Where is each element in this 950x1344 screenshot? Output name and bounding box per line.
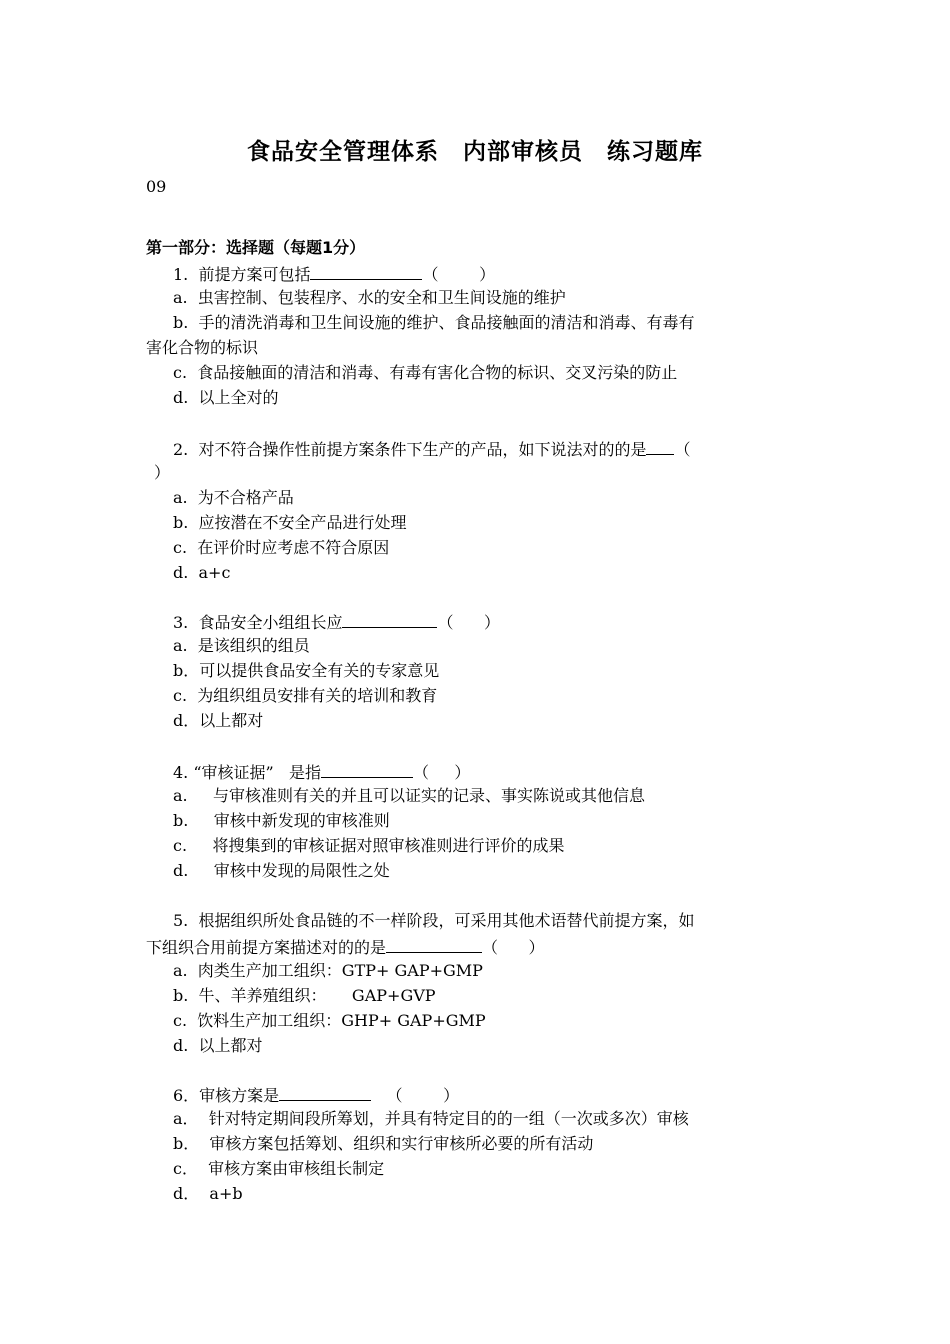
question-stem-text: 2. 对不符合操作性前提方案条件下生产的产品，如下说法对的的是 (173, 440, 647, 459)
question-3-option-d: d．以上都对 (173, 711, 264, 730)
question-4-stem (146, 759, 838, 785)
question-3-option-b: b．可以提供食品安全有关的专家意见 (173, 661, 440, 680)
document-subtitle: 09 (146, 177, 167, 196)
answer-paren: （ ） (482, 938, 545, 957)
question-6-option-b: b． 审核方案包括筹划、组织和实行审核所必要的所有活动 (173, 1134, 594, 1153)
question-stem-text: 3. 食品安全小组组长应 (173, 613, 343, 632)
question-2-option-d: d. a+c (173, 563, 231, 582)
question-4-option-b: b. 审核中新发现的审核准则 (173, 811, 390, 830)
question-5-stem-cont (146, 934, 811, 960)
answer-blank (646, 436, 674, 455)
answer-paren: （ ） (412, 763, 471, 782)
question-2-option-a: a. 为不合格产品 (173, 488, 294, 507)
question-3-stem (146, 609, 838, 635)
question-5-option-d: d. 以上都对 (173, 1036, 263, 1055)
answer-paren: （ ） (371, 1086, 460, 1105)
question-1-option-b: b. 手的清洗消毒和卫生间设施的维护、食品接触面的清洁和消毒、有毒有 (173, 313, 695, 332)
question-1-stem (146, 261, 838, 287)
question-stem-text: 1. 前提方案可包括 (173, 265, 311, 284)
question-6-stem (146, 1082, 838, 1108)
answer-blank (279, 1082, 371, 1101)
question-2-option-b: b. 应按潜在不安全产品进行处理 (173, 513, 407, 532)
question-1-option-d: d. 以上全对的 (173, 388, 279, 407)
question-6-option-a: a． 针对特定期间段所筹划，并具有特定目的的一组（一次或多次）审核 (173, 1109, 689, 1128)
question-2-option-c: c. 在评价时应考虑不符合原因 (173, 538, 390, 557)
question-3-option-c: c. 为组织组员安排有关的培训和教育 (173, 686, 438, 705)
question-4-option-a: a. 与审核准则有关的并且可以证实的记录、事实陈说或其他信息 (173, 786, 646, 805)
question-1-option-a: a. 虫害控制、包装程序、水的安全和卫生间设施的维护 (173, 288, 566, 307)
question-1-option-b-cont: 害化合物的标识 (146, 338, 259, 357)
document-title: 食品安全管理体系 内部审核员 练习题库 (247, 139, 703, 165)
question-5-option-a: a. 肉类生产加工组织：GTP+ GAP+GMP (173, 961, 483, 980)
answer-blank (321, 759, 413, 778)
question-4-option-c: c. 将搜集到的审核证据对照审核准则进行评价的成果 (173, 836, 565, 855)
answer-blank (386, 934, 482, 953)
question-5-option-c: c. 饮料生产加工组织：GHP+ GAP+GMP (173, 1011, 486, 1030)
question-2-stem (146, 436, 838, 462)
section-heading: 第一部分：选择题（每题1分） (146, 238, 366, 257)
question-2-stem-cont: ） (154, 463, 171, 482)
question-5-stem: 5. 根据组织所处食品链的不一样阶段，可采用其他术语替代前提方案，如 (173, 911, 695, 930)
answer-paren: （ (674, 440, 691, 459)
answer-paren: （ ） (437, 613, 500, 632)
answer-blank (342, 609, 437, 628)
question-stem-text: 4. “审核证据” 是指 (173, 763, 321, 782)
answer-blank (310, 261, 422, 280)
question-1-option-c: c. 食品接触面的清洁和消毒、有毒有害化合物的标识、交叉污染的防止 (173, 363, 678, 382)
question-stem-text: 6．审核方案是 (173, 1086, 280, 1105)
question-3-option-a: a. 是该组织的组员 (173, 636, 310, 655)
question-5-option-b: b. 牛、羊养殖组织： GAP+GVP (173, 986, 436, 1005)
question-4-option-d: d. 审核中发现的局限性之处 (173, 861, 390, 880)
question-6-option-d: d． a+b (173, 1184, 243, 1203)
answer-paren: （ ） (422, 265, 496, 284)
question-6-option-c: c． 审核方案由审核组长制定 (173, 1159, 385, 1178)
question-stem-text: 下组织合用前提方案描述对的的是 (146, 938, 387, 957)
